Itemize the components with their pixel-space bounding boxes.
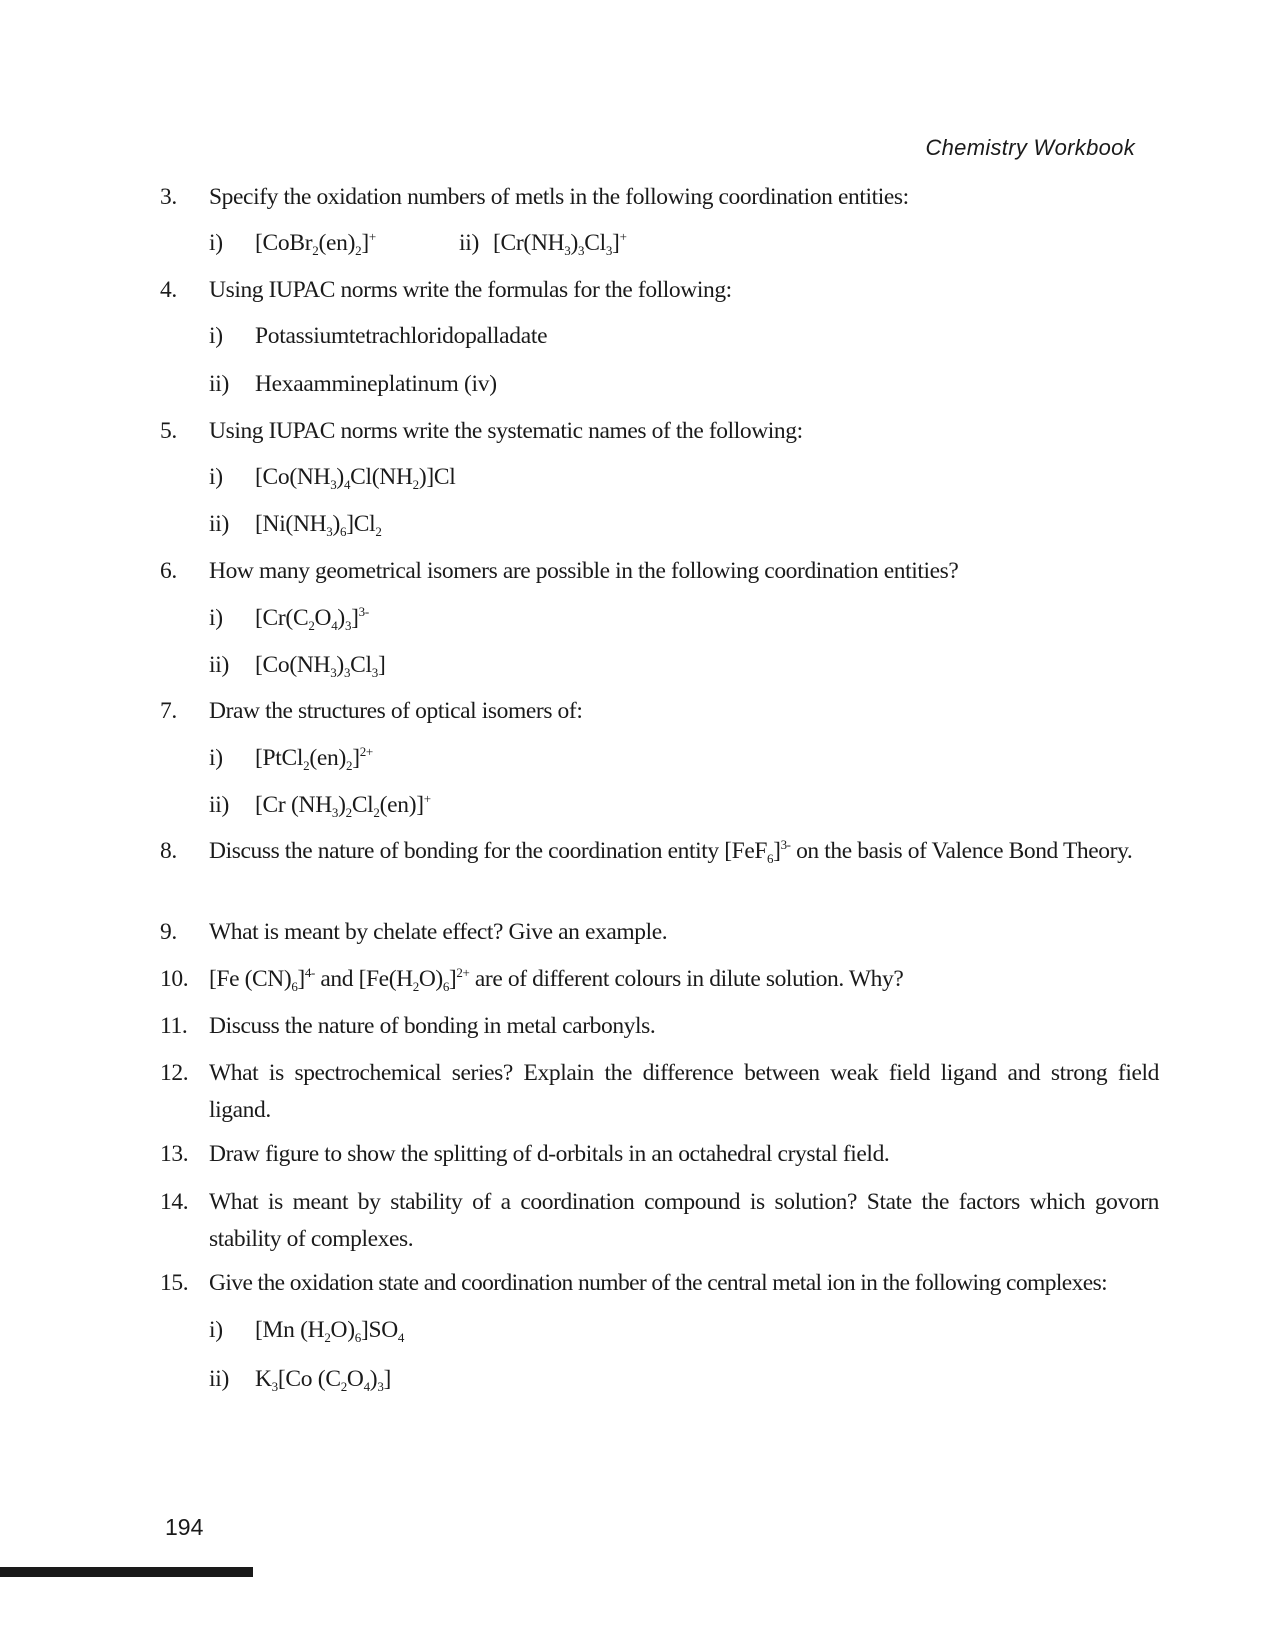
sub-label: i) <box>209 464 223 490</box>
question-number: 13. <box>160 1141 189 1167</box>
formula: $[PtCl_2(en)_2]^{2+}$ <box>255 744 373 773</box>
question-text: What is spectrochemical series? Explain the difference between weak field ligand and strong field ligand. <box>209 1060 1159 1123</box>
question-number: 12. <box>160 1060 189 1086</box>
question-number: 3. <box>160 184 177 210</box>
question-text: How many geometrical isomers are possible in the following coordination entities? <box>209 558 959 584</box>
question-number: 10. <box>160 966 189 992</box>
formula: $[Cr(NH_3)_3Cl_3]^+$ <box>493 229 627 258</box>
question-number: 15. <box>160 1270 189 1296</box>
sub-label: i) <box>209 745 223 771</box>
question-text: Using IUPAC norms write the formulas for the following: <box>209 277 732 303</box>
question-text: What is meant by chelate effect? Give an example. <box>209 919 668 945</box>
formula: $[Co(NH_3)_4Cl(NH_2)]Cl$ <box>255 464 456 492</box>
question-text: Specify the oxidation numbers of metls in the following coordination entities: <box>209 184 909 210</box>
sub-label: i) <box>209 1317 223 1343</box>
formula: $[CoBr_2(en)_2]^+$ <box>255 229 376 258</box>
question-text: [Fe $(CN)_6]^{4-}$ and $[Fe(H_2O)_6]^{2+}$ are of different colours in dilute solution. Why? <box>209 965 904 994</box>
question-text: Discuss the nature of bonding for the coordination entity $[FeF_6]^{3-}$ on the basis of Valence Bond Theory. <box>209 837 1133 866</box>
question-number: 8. <box>160 838 177 864</box>
formula: $[Ni(NH_3)_6]Cl_2$ <box>255 511 382 539</box>
question-text: Draw figure to show the splitting of d-orbitals in an octahedral crystal field. <box>209 1141 890 1167</box>
sub-label: ii) <box>209 1366 229 1392</box>
compound-name: Potassiumtetrachloridopalladate <box>255 323 548 349</box>
running-header: Chemistry Workbook <box>925 135 1135 160</box>
footer-bar <box>0 1567 253 1577</box>
question-number: 14. <box>160 1189 189 1215</box>
sub-label: ii) <box>209 371 229 397</box>
sub-label: ii) <box>209 792 229 818</box>
compound-name: Hexaammineplatinum (iv) <box>255 371 497 397</box>
question-text: Discuss the nature of bonding in metal carbonyls. <box>209 1013 656 1039</box>
sub-label: i) <box>209 323 223 349</box>
sub-label: i) <box>209 605 223 631</box>
question-number: 11. <box>160 1013 188 1039</box>
question-number: 4. <box>160 277 177 303</box>
question-text: What is meant by stability of a coordination compound is solution? State the factors which govorn stability of complexes. <box>209 1189 1159 1252</box>
sub-label: ii) <box>209 652 229 678</box>
formula: $[Cr(C_2O_4)_3]^{3-}$ <box>255 604 369 633</box>
question-text: Give the oxidation state and coordination number of the central metal ion in the following complexes: <box>209 1270 1108 1296</box>
sub-label: ii) <box>209 511 229 537</box>
question-number: 9. <box>160 919 177 945</box>
formula: $K_3[Co$ $(C_2O_4)_3$] <box>255 1366 392 1394</box>
question-number: 5. <box>160 418 177 444</box>
question-text: Using IUPAC norms write the systematic names of the following: <box>209 418 803 444</box>
page-number: 194 <box>165 1514 204 1540</box>
formula: $[Co(NH_3)_3Cl_3]$ <box>255 652 386 680</box>
formula: [Cr $(NH_3)_2Cl_2(en)]^+$ <box>255 791 431 820</box>
question-number: 7. <box>160 698 177 724</box>
sub-label: i) <box>209 230 223 256</box>
formula: [Mn $(H_2O)_6]SO_4$ <box>255 1317 405 1345</box>
question-number: 6. <box>160 558 177 584</box>
sub-label: ii) <box>459 230 479 256</box>
question-text: Draw the structures of optical isomers of: <box>209 698 583 724</box>
